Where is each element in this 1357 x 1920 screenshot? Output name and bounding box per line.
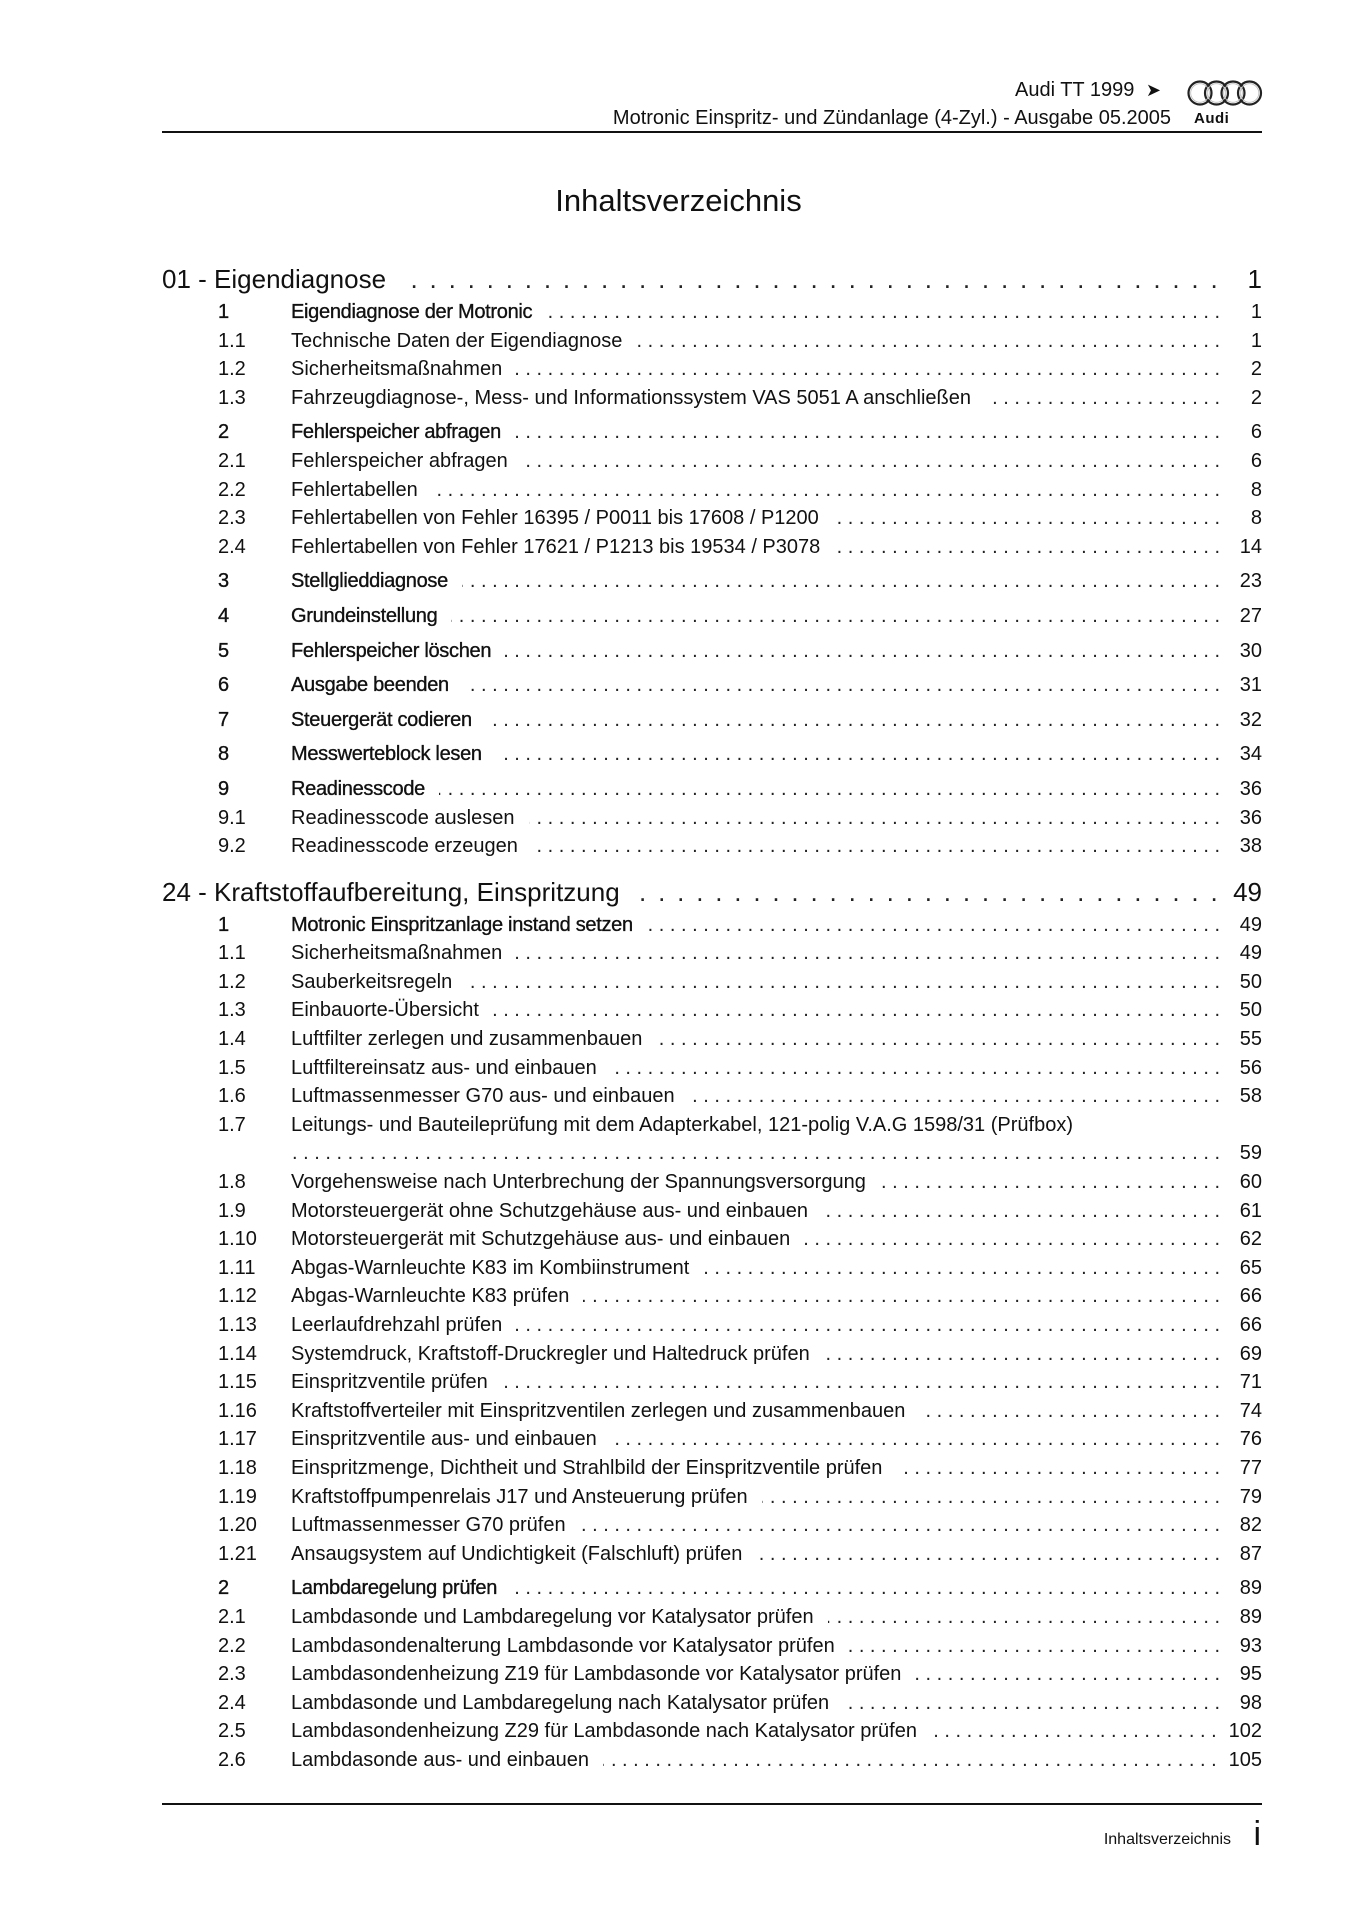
toc-entry-title[interactable]: Abgas-Warnleuchte K83 im Kombiinstrument <box>291 1256 690 1279</box>
toc-page-number[interactable]: 55 <box>1239 1028 1262 1051</box>
dot-leader <box>583 1282 1220 1311</box>
toc-entry-title[interactable]: Leerlaufdrehzahl prüfen <box>291 1314 503 1336</box>
toc-subsection-entry[interactable] <box>162 1511 1262 1540</box>
toc-entry-title[interactable]: 01 - Eigendiagnose <box>162 264 387 294</box>
toc-page-number[interactable]: 98 <box>1239 1691 1262 1714</box>
dot-leader <box>502 1368 1220 1397</box>
dot-leader <box>532 832 1220 861</box>
dot-leader <box>505 637 1220 666</box>
toc-entry-number: 1.5 <box>218 1056 246 1079</box>
toc-entry-number: 1.1 <box>218 942 246 965</box>
toc-subsection-entry[interactable] <box>162 1168 1262 1197</box>
dot-leader <box>833 504 1220 533</box>
dot-leader <box>636 327 1220 356</box>
toc-entry-title[interactable]: Lambdasonde und Lambdaregelung nach Katalysator prüfen <box>291 1691 830 1714</box>
toc-page-number[interactable]: 2 <box>1250 358 1262 381</box>
toc-subsection-entry[interactable] <box>162 1603 1262 1632</box>
toc-subsection-entry[interactable] <box>162 384 1262 413</box>
toc-entry-title[interactable]: Steuergerät codieren <box>291 708 472 731</box>
toc-subsection-entry[interactable] <box>162 1397 1262 1426</box>
toc-page-number[interactable]: 1 <box>1247 264 1262 294</box>
toc-subsection-entry[interactable] <box>162 504 1262 533</box>
dot-leader <box>703 1254 1220 1283</box>
toc-subsection-entry[interactable] <box>162 1425 1262 1454</box>
toc-page-number[interactable]: 6 <box>1250 421 1262 444</box>
toc-entry-number: 2.6 <box>218 1748 246 1771</box>
toc-entry-title[interactable]: Lambdaregelung prüfen <box>291 1577 498 1600</box>
toc-entry-title[interactable]: Eigendiagnose der Motronic <box>291 301 533 323</box>
page-title: Inhaltsverzeichnis <box>555 183 802 218</box>
toc-chapter-entry[interactable] <box>162 262 1262 296</box>
toc-entry-number: 2 <box>218 421 229 444</box>
dot-leader <box>580 1511 1220 1540</box>
arrow-right-icon: ➤ <box>1145 80 1161 100</box>
toc-entry-title[interactable]: Fehlertabellen <box>291 478 418 501</box>
toc-entry-number: 2.1 <box>218 1605 246 1628</box>
toc-entry-title[interactable]: Luftmassenmesser G70 aus- und einbauen <box>291 1085 675 1108</box>
toc-subsection-entry[interactable] <box>162 939 1262 968</box>
toc-section-entry[interactable] <box>162 298 1262 327</box>
toc-entry-title[interactable]: Fahrzeugdiagnose-, Mess- und Informationssystem VAS 5051 A anschließen <box>291 386 971 409</box>
toc-subsection-entry[interactable] <box>162 1717 1262 1746</box>
toc-entry-number: 1.8 <box>218 1171 246 1194</box>
toc-entry-title[interactable]: Lambdasondenheizung Z19 für Lambdasonde vor Katalysator prüfen <box>291 1663 902 1686</box>
toc-page-number[interactable]: 95 <box>1239 1663 1262 1686</box>
toc-subsection-entry[interactable] <box>162 1282 1262 1311</box>
toc-page-number[interactable]: 34 <box>1239 743 1262 766</box>
toc-page-number[interactable]: 14 <box>1239 535 1262 558</box>
toc-page-number[interactable]: 8 <box>1250 507 1262 530</box>
toc-entry-title[interactable]: Fehlertabellen von Fehler 16395 / P0011 bis 17608 / P1200 <box>291 507 819 530</box>
toc-entry-title[interactable]: Einbauorte-Übersicht <box>291 999 479 1022</box>
dot-leader <box>828 1603 1220 1632</box>
toc-page-number[interactable]: 93 <box>1239 1634 1262 1657</box>
toc-subsection-entry[interactable] <box>162 327 1262 356</box>
toc-entry-title[interactable]: Einspritzventile prüfen <box>291 1371 488 1394</box>
toc-subsection-entry[interactable] <box>162 1139 1262 1168</box>
toc-page-number[interactable]: 71 <box>1239 1371 1262 1394</box>
toc-entry-title[interactable]: Leitungs- und Bauteileprüfung mit dem Adapterkabel, 121-polig V.A.G 1598/31 (Prüfbox) <box>291 1113 1073 1136</box>
toc-entry-number: 9.2 <box>218 835 246 858</box>
toc-entry-number: 2.3 <box>218 507 246 530</box>
toc-entry-number: 1.21 <box>218 1542 257 1565</box>
header-model <box>1015 78 1161 102</box>
toc-entry-number: 1.20 <box>218 1514 257 1537</box>
toc-entry-number: 1.3 <box>218 386 246 409</box>
toc-entry-title[interactable]: Einspritzmenge, Dichtheit und Strahlbild der Einspritzventile prüfen <box>291 1456 883 1479</box>
toc-page-number[interactable]: 89 <box>1239 1605 1262 1628</box>
toc-subsection-entry[interactable] <box>162 804 1262 833</box>
toc-subsection-entry[interactable] <box>162 1454 1262 1483</box>
dot-leader <box>822 1197 1220 1226</box>
dot-leader <box>880 1168 1220 1197</box>
toc-section-entry[interactable] <box>162 706 1262 735</box>
toc-page-number[interactable]: 49 <box>1239 913 1262 936</box>
toc-page-number[interactable]: 23 <box>1239 570 1262 593</box>
toc-entry-number: 1 <box>218 301 229 323</box>
toc-page-number[interactable]: 102 <box>1228 1720 1262 1743</box>
toc-entry-number: 2.2 <box>218 1634 246 1657</box>
audi-logo-text: Audi <box>1194 110 1230 127</box>
toc-section-entry[interactable] <box>162 418 1262 447</box>
dot-leader <box>400 262 1220 296</box>
toc-entry-title[interactable]: Sauberkeitsregeln <box>291 970 453 993</box>
toc-entry-title[interactable]: Kraftstoffpumpenrelais J17 und Ansteuerung prüfen <box>291 1485 748 1508</box>
toc-subsection-entry[interactable] <box>162 1254 1262 1283</box>
toc-entry-number: 1.10 <box>218 1228 257 1251</box>
toc-subsection-entry[interactable] <box>162 355 1262 384</box>
toc-section-entry[interactable] <box>162 671 1262 700</box>
header-model-text: Audi TT 1999 <box>1014 79 1135 101</box>
toc-entry-title[interactable]: Stellglieddiagnose <box>291 570 448 593</box>
toc-entry-number: 2.2 <box>218 478 246 501</box>
toc-entry-title[interactable]: Fehlertabellen von Fehler 17621 / P1213 bis 19534 / P3078 <box>291 535 821 558</box>
toc-entry-number: 2 <box>218 1577 229 1600</box>
toc-subsection-entry[interactable] <box>162 1746 1262 1775</box>
toc-page-number[interactable]: 66 <box>1239 1285 1262 1308</box>
toc-section-entry[interactable] <box>162 911 1262 940</box>
toc-page-number[interactable]: 87 <box>1239 1542 1262 1565</box>
toc-entry-title[interactable]: Fehlerspeicher löschen <box>291 639 492 662</box>
toc-entry-number: 2.5 <box>218 1720 246 1743</box>
dot-leader <box>849 1632 1220 1661</box>
dot-leader <box>496 740 1220 769</box>
toc-entry-title[interactable]: Lambdasonde und Lambdaregelung vor Katalysator prüfen <box>291 1605 814 1628</box>
dot-leader <box>522 447 1220 476</box>
toc-page-number[interactable]: 105 <box>1228 1748 1262 1771</box>
toc-entry-title[interactable]: Kraftstoffverteiler mit Einspritzventilen zerlegen und zusammenbauen <box>291 1399 906 1422</box>
toc-subsection-entry[interactable] <box>162 1340 1262 1369</box>
toc-subsection-entry[interactable] <box>162 1689 1262 1718</box>
toc-entry-number: 6 <box>218 674 229 697</box>
toc-entry-number: 1 <box>218 913 229 936</box>
toc-page-number[interactable]: 61 <box>1239 1199 1262 1222</box>
toc-page-number[interactable]: 56 <box>1239 1056 1262 1079</box>
toc-entry-number: 1.13 <box>218 1314 257 1336</box>
dot-leader <box>931 1717 1217 1746</box>
dot-leader <box>462 567 1220 596</box>
dot-leader <box>647 911 1220 940</box>
dot-leader <box>529 804 1221 833</box>
toc-subsection-entry[interactable] <box>162 832 1262 861</box>
dot-leader <box>432 476 1220 505</box>
header-divider <box>162 131 1262 133</box>
footer-label: Inhaltsverzeichnis <box>1103 1831 1231 1848</box>
dot-leader <box>611 1425 1220 1454</box>
dot-leader <box>493 996 1220 1025</box>
dot-leader <box>834 533 1220 562</box>
toc-entry-number: 5 <box>218 639 229 662</box>
toc-subsection-entry[interactable] <box>162 1111 1262 1140</box>
toc-entry-number: 2.3 <box>218 1663 246 1686</box>
toc-subsection-entry[interactable] <box>162 447 1262 476</box>
dot-leader <box>516 355 1220 384</box>
toc-entry-title[interactable]: Abgas-Warnleuchte K83 prüfen <box>291 1285 570 1308</box>
toc-entry-title[interactable]: Ansaugsystem auf Undichtigkeit (Falschluft) prüfen <box>291 1542 743 1565</box>
toc-entry-title[interactable]: Sicherheitsmaßnahmen <box>291 358 503 381</box>
toc-subsection-entry[interactable] <box>162 533 1262 562</box>
toc-entry-title[interactable]: Motorsteuergerät ohne Schutzgehäuse aus- und einbauen <box>291 1199 809 1222</box>
toc-entry-number: 2.1 <box>218 449 246 472</box>
dot-leader <box>896 1454 1220 1483</box>
toc-entry-number: 9 <box>218 777 229 800</box>
toc-subsection-entry[interactable] <box>162 1540 1262 1569</box>
toc-entry-title[interactable]: Fehlerspeicher abfragen <box>291 449 508 472</box>
toc-page-number[interactable]: 66 <box>1239 1314 1262 1336</box>
dot-leader <box>689 1082 1220 1111</box>
dot-leader <box>516 939 1220 968</box>
toc-page-number[interactable]: 69 <box>1239 1342 1262 1365</box>
header-subtitle: Motronic Einspritz- und Zündanlage (4-Zyl.) - Ausgabe 05.2005 <box>612 107 1171 129</box>
toc-page-number[interactable]: 6 <box>1250 449 1262 472</box>
toc-section-entry[interactable] <box>162 740 1262 769</box>
toc-entry-number: 1.9 <box>218 1199 246 1222</box>
toc-page-number[interactable]: 79 <box>1239 1485 1262 1508</box>
toc-page-number[interactable]: 65 <box>1239 1256 1262 1279</box>
toc-entry-title[interactable]: Lambdasondenheizung Z29 für Lambdasonde nach Katalysator prüfen <box>291 1720 917 1743</box>
toc-entry-number: 1.4 <box>218 1028 246 1051</box>
toc-entry-number: 2.4 <box>218 535 246 558</box>
toc-entry-number: 3 <box>218 570 229 593</box>
toc-entry-number: 1.14 <box>218 1342 257 1365</box>
toc-entry-title[interactable]: Einspritzventile aus- und einbauen <box>291 1428 597 1451</box>
toc-subsection-entry[interactable] <box>162 996 1262 1025</box>
dot-leader <box>843 1689 1220 1718</box>
toc-page-number[interactable]: 38 <box>1239 835 1262 858</box>
audi-logo <box>1186 78 1264 128</box>
toc-entry-title[interactable]: Motronic Einspritzanlage instand setzen <box>291 913 633 936</box>
toc-subsection-entry[interactable] <box>162 1368 1262 1397</box>
toc-section-entry[interactable] <box>162 567 1262 596</box>
toc-subsection-entry[interactable] <box>162 1082 1262 1111</box>
toc-page-number[interactable]: 50 <box>1239 999 1262 1022</box>
toc-entry-title[interactable]: Fehlerspeicher abfragen <box>291 421 501 444</box>
toc-subsection-entry[interactable] <box>162 1632 1262 1661</box>
dot-leader <box>919 1397 1220 1426</box>
toc-entry-number: 1.17 <box>218 1428 257 1451</box>
dot-leader <box>546 298 1220 327</box>
toc-entry-number: 1.19 <box>218 1485 257 1508</box>
toc-page-number[interactable]: 76 <box>1239 1428 1262 1451</box>
toc-entry-title[interactable]: Readinesscode erzeugen <box>291 835 518 858</box>
toc-entry-number: 1.6 <box>218 1085 246 1108</box>
toc-entry-title[interactable]: Luftmassenmesser G70 prüfen <box>291 1514 566 1537</box>
toc-subsection-entry[interactable] <box>162 1054 1262 1083</box>
dot-leader <box>762 1483 1220 1512</box>
dot-leader <box>756 1540 1220 1569</box>
toc-page-number[interactable]: 1 <box>1250 301 1262 323</box>
toc-entry-number: 1.2 <box>218 970 246 993</box>
toc-page-number[interactable]: 2 <box>1250 386 1262 409</box>
dot-leader <box>985 384 1220 413</box>
toc-page-number[interactable]: 59 <box>1239 1142 1262 1165</box>
toc-entry-title[interactable]: Luftfiltereinsatz aus- und einbauen <box>291 1056 597 1079</box>
dot-leader <box>804 1225 1220 1254</box>
dot-leader <box>824 1340 1220 1369</box>
toc-subsection-entry[interactable] <box>162 1483 1262 1512</box>
toc-page-number[interactable]: 49 <box>1233 876 1262 907</box>
toc-entry-number: 1.1 <box>218 329 246 352</box>
toc-entry-title[interactable]: Lambdasonde aus- und einbauen <box>291 1748 590 1771</box>
toc-page-number[interactable]: 77 <box>1239 1456 1262 1479</box>
footer-page-number: i <box>1253 1815 1261 1853</box>
toc-page-number[interactable]: 50 <box>1239 970 1262 993</box>
toc-page-number[interactable]: 36 <box>1239 777 1262 800</box>
toc-subsection-entry[interactable] <box>162 1197 1262 1226</box>
dot-leader <box>463 671 1220 700</box>
toc-page-number[interactable]: 60 <box>1239 1171 1262 1194</box>
toc-entry-title[interactable]: Vorgehensweise nach Unterbrechung der Spannungsversorgung <box>291 1171 866 1194</box>
dot-leader <box>486 706 1220 735</box>
toc-subsection-entry[interactable] <box>162 1025 1262 1054</box>
toc-subsection-entry[interactable] <box>162 476 1262 505</box>
toc-section-entry[interactable] <box>162 775 1262 804</box>
dot-leader <box>516 1311 1220 1340</box>
toc-entry-number: 1.11 <box>218 1256 256 1279</box>
dot-leader <box>291 1139 1220 1168</box>
toc-page-number[interactable]: 82 <box>1239 1514 1262 1537</box>
toc-entry-number: 1.12 <box>218 1285 257 1308</box>
toc-page-number[interactable]: 30 <box>1239 639 1262 662</box>
toc-entry-title[interactable]: Motorsteuergerät mit Schutzgehäuse aus- und einbauen <box>291 1228 791 1251</box>
toc-subsection-entry[interactable] <box>162 1311 1262 1340</box>
toc-subsection-entry[interactable] <box>162 1660 1262 1689</box>
toc-entry-title[interactable]: 24 - Kraftstoffaufbereitung, Einspritzung <box>162 876 620 907</box>
toc-entry-title[interactable]: Messwerteblock lesen <box>291 743 482 766</box>
toc-page-number[interactable]: 89 <box>1239 1577 1262 1600</box>
table-of-contents <box>162 262 1262 1775</box>
toc-entry-title[interactable]: Grundeinstellung <box>291 604 438 627</box>
dot-leader <box>439 775 1220 804</box>
toc-section-entry[interactable] <box>162 1574 1262 1603</box>
toc-entry-number: 4 <box>218 604 229 627</box>
toc-entry-title[interactable]: Sicherheitsmaßnahmen <box>291 942 503 965</box>
toc-entry-title[interactable]: Lambdasondenalterung Lambdasonde vor Katalysator prüfen <box>291 1634 835 1657</box>
toc-subsection-entry[interactable] <box>162 968 1262 997</box>
toc-page-number[interactable]: 1 <box>1250 329 1262 352</box>
toc-page-number[interactable]: 62 <box>1239 1228 1262 1251</box>
toc-subsection-entry[interactable] <box>162 1225 1262 1254</box>
toc-section-entry[interactable] <box>162 602 1262 631</box>
toc-page-number[interactable]: 49 <box>1239 942 1262 965</box>
toc-page-number[interactable]: 8 <box>1250 478 1262 501</box>
toc-entry-number: 1.18 <box>218 1456 257 1479</box>
toc-chapter-entry[interactable] <box>162 875 1262 909</box>
dot-leader <box>466 968 1220 997</box>
dot-leader <box>634 875 1220 909</box>
toc-entry-number: 1.3 <box>218 999 246 1022</box>
toc-entry-title[interactable]: Technische Daten der Eigendiagnose <box>291 329 623 352</box>
toc-entry-title[interactable]: Luftfilter zerlegen und zusammenbauen <box>291 1028 643 1051</box>
toc-page-number[interactable]: 32 <box>1239 708 1262 731</box>
toc-section-entry[interactable] <box>162 637 1262 666</box>
toc-entry-title[interactable]: Systemdruck, Kraftstoff-Druckregler und Haltedruck prüfen <box>291 1342 810 1365</box>
toc-entry-number: 7 <box>218 708 229 731</box>
dot-leader <box>451 602 1220 631</box>
toc-page-number[interactable]: 36 <box>1239 806 1262 829</box>
toc-page-number[interactable]: 27 <box>1239 604 1262 627</box>
toc-page-number[interactable]: 74 <box>1239 1399 1262 1422</box>
toc-entry-number: 1.15 <box>218 1371 257 1394</box>
dot-leader <box>915 1660 1220 1689</box>
toc-page-number[interactable]: 58 <box>1239 1085 1262 1108</box>
toc-entry-number: 9.1 <box>218 806 246 829</box>
toc-entry-number: 1.7 <box>218 1113 246 1136</box>
toc-entry-number: 8 <box>218 743 229 766</box>
toc-entry-number: 1.2 <box>218 358 246 381</box>
toc-page-number[interactable]: 31 <box>1239 674 1262 697</box>
dot-leader <box>611 1054 1220 1083</box>
audi-four-rings-icon <box>1186 78 1264 108</box>
toc-entry-title[interactable]: Readinesscode <box>291 777 425 800</box>
dot-leader <box>511 1574 1220 1603</box>
toc-entry-number: 1.16 <box>218 1399 257 1422</box>
dot-leader <box>603 1746 1217 1775</box>
dot-leader <box>515 418 1220 447</box>
footer-divider <box>162 1803 1262 1805</box>
toc-entry-title[interactable]: Ausgabe beenden <box>291 674 449 697</box>
toc-entry-title[interactable]: Readinesscode auslesen <box>291 806 515 829</box>
dot-leader <box>656 1025 1220 1054</box>
toc-entry-number: 2.4 <box>218 1691 246 1714</box>
